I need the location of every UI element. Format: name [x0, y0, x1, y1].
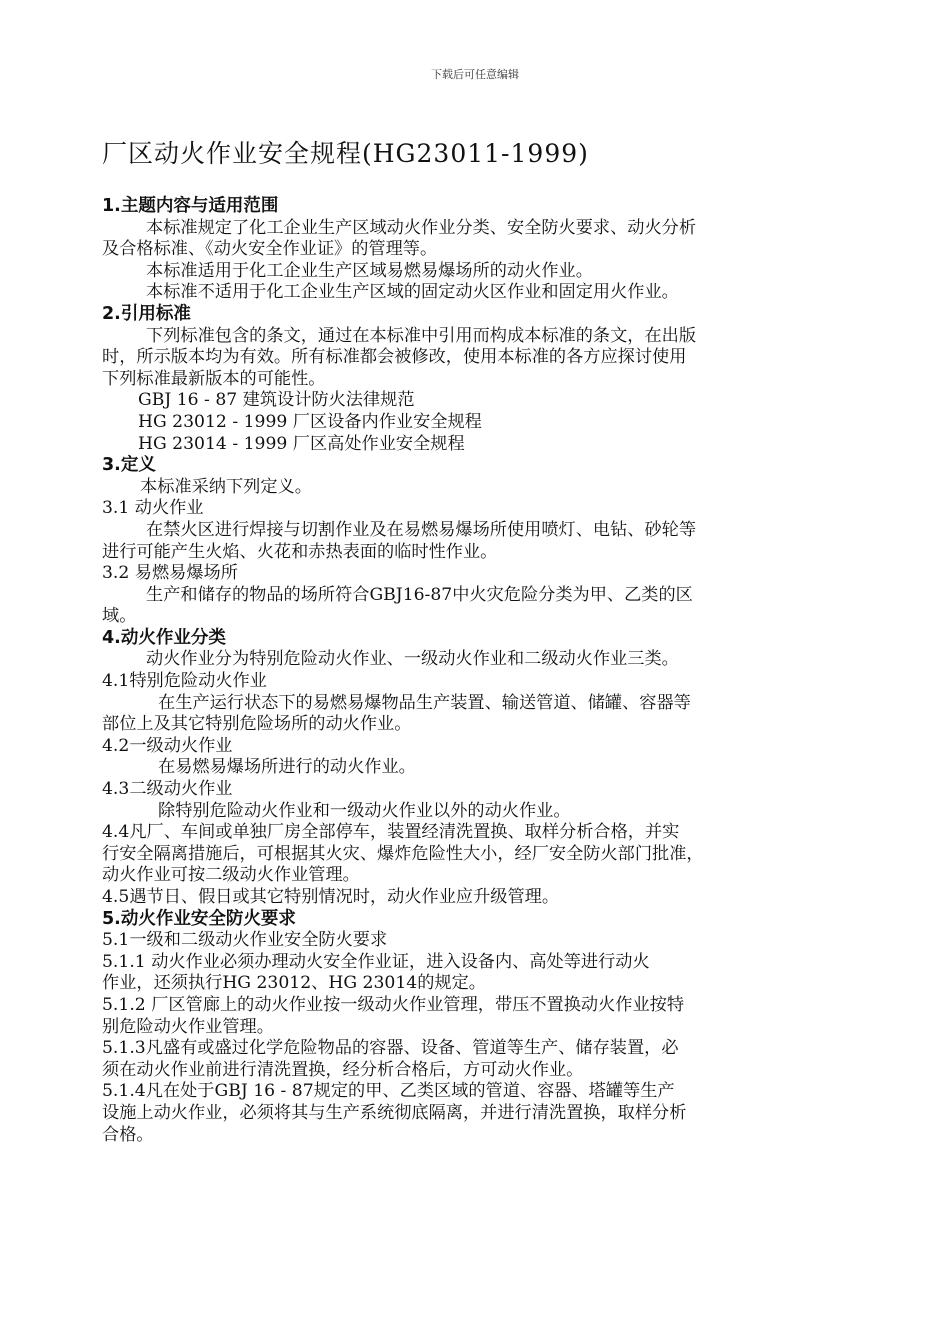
text-line: 行安全隔离措施后，可根据其火灾、爆炸危险性大小，经厂安全防火部门批准， [102, 843, 704, 864]
text-line: 部位上及其它特别危险场所的动火作业。 [102, 714, 412, 735]
text-line: 生产和储存的物品的场所符合GBJ16-87中火灾危险分类为甲、乙类的区 [146, 584, 693, 605]
text-line: 进行可能产生火焰、火花和赤热表面的临时性作业。 [102, 541, 498, 562]
text-line: 在易燃易爆场所进行的动火作业。 [158, 757, 416, 778]
text-line: 本标准采纳下列定义。 [140, 476, 312, 497]
text-line: 下列标准包含的条文，通过在本标准中引用而构成本标准的条文，在出版 [146, 325, 697, 346]
text-line: 4.1特别危险动火作业 [102, 671, 267, 692]
document-title: 厂区动火作业安全规程(HG23011-1999) [102, 139, 589, 168]
text-line: 5.1.3凡盛有或盛过化学危险物品的容器、设备、管道等生产、储存装置，必 [102, 1038, 679, 1059]
text-line: 动火作业分为特别危险动火作业、一级动火作业和二级动火作业三类。 [146, 649, 679, 670]
page-header: 下载后可任意编辑 [431, 68, 519, 81]
section-heading: 5.动火作业安全防火要求 [102, 908, 296, 929]
text-line: 下列标准最新版本的可能性。 [102, 368, 326, 389]
text-line: 3.2 易燃易爆场所 [102, 563, 238, 584]
text-line: 在禁火区进行焊接与切割作业及在易燃易爆场所使用喷灯、电钻、砂轮等 [146, 519, 697, 540]
text-line: 在生产运行状态下的易燃易爆物品生产装置、输送管道、储罐、容器等 [158, 692, 691, 713]
text-line: 动火作业可按二级动火作业管理。 [102, 865, 360, 886]
text-line: 3.1 动火作业 [102, 498, 204, 519]
text-line: 合格。 [102, 1124, 154, 1145]
text-line: 除特别危险动火作业和一级动火作业以外的动火作业。 [158, 800, 571, 821]
text-line: 4.3二级动火作业 [102, 779, 233, 800]
text-line: HG 23012 - 1999 厂区设备内作业安全规程 [138, 411, 482, 432]
section-heading: 1.主题内容与适用范围 [102, 196, 279, 216]
text-line: HG 23014 - 1999 厂区高处作业安全规程 [138, 433, 465, 454]
text-line: 及合格标准、《动火安全作业证》的管理等。 [102, 239, 438, 260]
section-heading: 2.引用标准 [102, 303, 191, 324]
text-line: 本标准规定了化工企业生产区域动火作业分类、安全防火要求、动火分析 [146, 217, 697, 238]
text-line: 5.1.1 动火作业必须办理动火安全作业证，进入设备内、高处等进行动火 [102, 951, 650, 972]
section-heading: 3.定义 [102, 455, 156, 476]
text-line: 别危险动火作业管理。 [102, 1016, 274, 1037]
section-heading: 4.动火作业分类 [102, 627, 226, 648]
text-line: 时，所示版本均为有效。所有标准都会被修改，使用本标准的各方应探讨使用 [102, 347, 687, 368]
text-line: 4.2一级动火作业 [102, 735, 233, 756]
text-line: 本标准不适用于化工企业生产区域的固定动火区作业和固定用火作业。 [146, 282, 679, 303]
text-line: 本标准适用于化工企业生产区域易燃易爆场所的动火作业。 [146, 260, 593, 281]
text-line: 设施上动火作业，必须将其与生产系统彻底隔离，并进行清洗置换，取样分析 [102, 1102, 687, 1123]
text-line: 5.1.4凡在处于GBJ 16 - 87规定的甲、乙类区域的管道、容器、塔罐等生产 [102, 1081, 675, 1102]
text-line: 4.4凡厂、车间或单独厂房全部停车，装置经清洗置换、取样分析合格，并实 [102, 822, 680, 843]
text-line: 域。 [102, 606, 137, 627]
text-line: 作业，还须执行HG 23012、HG 23014的规定。 [102, 973, 486, 994]
text-line: 4.5遇节日、假日或其它特别情况时，动火作业应升级管理。 [102, 887, 560, 907]
text-line: 5.1.2 厂区管廊上的动火作业按一级动火作业管理，带压不置换动火作业按特 [102, 994, 685, 1015]
text-line: 须在动火作业前进行清洗置换，经分析合格后，方可动火作业。 [102, 1059, 584, 1080]
text-line: 5.1一级和二级动火作业安全防火要求 [102, 930, 388, 951]
document-body [102, 196, 862, 1146]
text-line: GBJ 16 - 87 建筑设计防火法律规范 [138, 390, 415, 411]
